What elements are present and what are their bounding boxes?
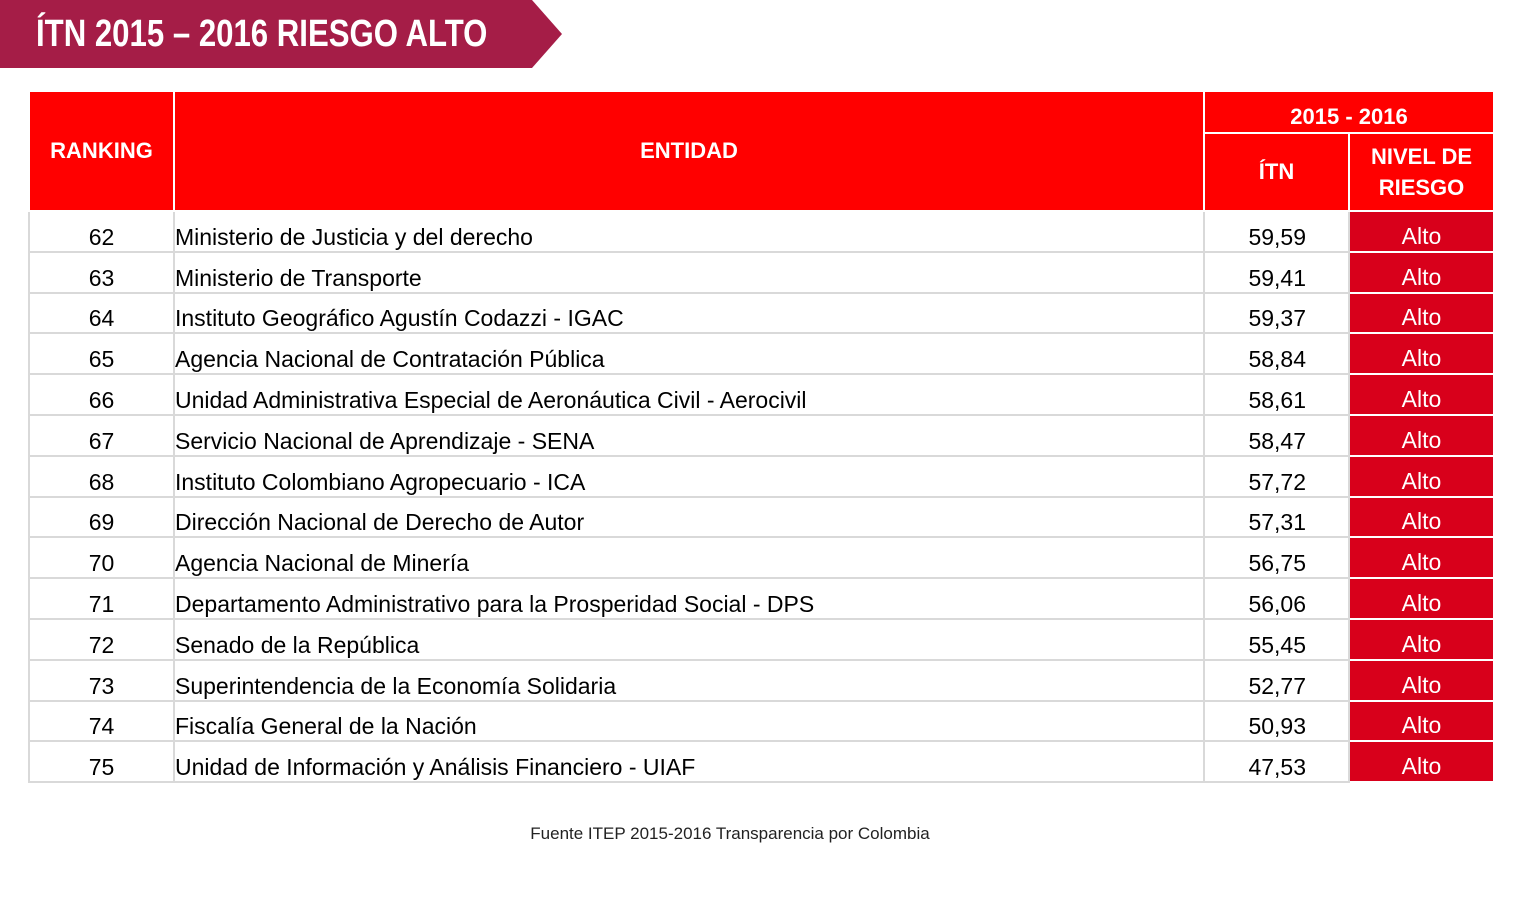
table-row (29, 252, 1494, 293)
entity-cell: Fiscalía General de la Nación (174, 701, 1204, 742)
ranking-cell: 66 (29, 374, 174, 415)
risk-level-cell (1349, 415, 1494, 456)
risk-level-cell (1349, 741, 1494, 782)
ranking-cell: 71 (29, 578, 174, 619)
risk-level-cell (1349, 456, 1494, 497)
header-period: 2015 - 2016 (1204, 91, 1494, 133)
entity-cell: Agencia Nacional de Contratación Pública (174, 333, 1204, 374)
table-row (29, 578, 1494, 619)
ranking-cell: 67 (29, 415, 174, 456)
risk-level-cell (1349, 374, 1494, 415)
itn-cell: 52,77 (1204, 660, 1349, 701)
table-row (29, 415, 1494, 456)
entity-cell: Unidad de Información y Análisis Financiero - UIAF (174, 741, 1204, 782)
entity-cell: Instituto Geográfico Agustín Codazzi - IGAC (174, 293, 1204, 334)
itn-cell: 59,37 (1204, 293, 1349, 334)
risk-level-cell (1349, 578, 1494, 619)
ranking-cell: 72 (29, 619, 174, 660)
table-row (29, 660, 1494, 701)
risk-level-cell (1349, 660, 1494, 701)
ranking-cell: 70 (29, 537, 174, 578)
entity-cell: Senado de la República (174, 619, 1204, 660)
ranking-cell: 69 (29, 497, 174, 538)
itn-cell: 58,84 (1204, 333, 1349, 374)
risk-level-label: Alto (1401, 385, 1442, 412)
table-row (29, 497, 1494, 538)
itn-cell: 57,72 (1204, 456, 1349, 497)
ranking-cell: 68 (29, 456, 174, 497)
risk-level-label: Alto (1401, 753, 1442, 780)
header-entidad: ENTIDAD (174, 91, 1204, 211)
source-note: Fuente ITEP 2015-2016 Transparencia por Colombia (530, 824, 930, 843)
entity-cell: Ministerio de Transporte (174, 252, 1204, 293)
risk-level-label: Alto (1401, 712, 1442, 739)
itn-cell: 56,06 (1204, 578, 1349, 619)
itn-cell: 57,31 (1204, 497, 1349, 538)
entity-cell: Unidad Administrativa Especial de Aeronáutica Civil - Aerocivil (174, 374, 1204, 415)
risk-level-cell (1349, 293, 1494, 334)
risk-level-label: Alto (1401, 549, 1442, 576)
table-row (29, 537, 1494, 578)
entity-cell: Instituto Colombiano Agropecuario - ICA (174, 456, 1204, 497)
itn-cell: 59,41 (1204, 252, 1349, 293)
ranking-cell: 73 (29, 660, 174, 701)
risk-level-label: Alto (1401, 304, 1442, 331)
risk-level-label: Alto (1401, 263, 1442, 290)
entity-cell: Departamento Administrativo para la Prosperidad Social - DPS (174, 578, 1204, 619)
header-itn: ÍTN (1204, 133, 1349, 211)
ranking-cell: 64 (29, 293, 174, 334)
table-row (29, 333, 1494, 374)
entity-cell: Servicio Nacional de Aprendizaje - SENA (174, 415, 1204, 456)
risk-level-label: Alto (1401, 426, 1442, 453)
risk-level-cell (1349, 619, 1494, 660)
table-body (29, 211, 1494, 782)
risk-level-cell (1349, 701, 1494, 742)
itn-cell: 58,61 (1204, 374, 1349, 415)
table-row (29, 619, 1494, 660)
header-ranking: RANKING (29, 91, 174, 211)
risk-level-cell (1349, 497, 1494, 538)
entity-cell: Superintendencia de la Economía Solidaria (174, 660, 1204, 701)
risk-level-cell (1349, 252, 1494, 293)
table-row (29, 456, 1494, 497)
ranking-cell: 74 (29, 701, 174, 742)
ranking-cell: 62 (29, 211, 174, 252)
risk-level-cell (1349, 333, 1494, 374)
table-row (29, 374, 1494, 415)
itn-cell: 50,93 (1204, 701, 1349, 742)
itn-cell: 56,75 (1204, 537, 1349, 578)
itn-cell: 47,53 (1204, 741, 1349, 782)
risk-level-cell (1349, 537, 1494, 578)
ranking-cell: 65 (29, 333, 174, 374)
header-nivel-riesgo: NIVEL DE RIESGO (1349, 133, 1494, 211)
itn-cell: 58,47 (1204, 415, 1349, 456)
itn-cell: 55,45 (1204, 619, 1349, 660)
risk-level-label: Alto (1401, 222, 1442, 249)
risk-level-label: Alto (1401, 467, 1442, 494)
risk-level-cell (1349, 211, 1494, 252)
risk-level-label: Alto (1401, 345, 1442, 372)
page-title: ÍTN 2015 – 2016 RIESGO ALTO (36, 13, 488, 55)
risk-level-label: Alto (1401, 508, 1442, 535)
ranking-cell: 75 (29, 741, 174, 782)
ranking-cell: 63 (29, 252, 174, 293)
risk-level-label: Alto (1401, 630, 1442, 657)
table-row (29, 211, 1494, 252)
table-row (29, 701, 1494, 742)
table-row (29, 293, 1494, 334)
risk-level-label: Alto (1401, 589, 1442, 616)
entity-cell: Dirección Nacional de Derecho de Autor (174, 497, 1204, 538)
entity-cell: Ministerio de Justicia y del derecho (174, 211, 1204, 252)
entity-cell: Agencia Nacional de Minería (174, 537, 1204, 578)
risk-level-label: Alto (1401, 671, 1442, 698)
table-row (29, 741, 1494, 782)
itn-cell: 59,59 (1204, 211, 1349, 252)
ranking-table (28, 90, 1495, 783)
